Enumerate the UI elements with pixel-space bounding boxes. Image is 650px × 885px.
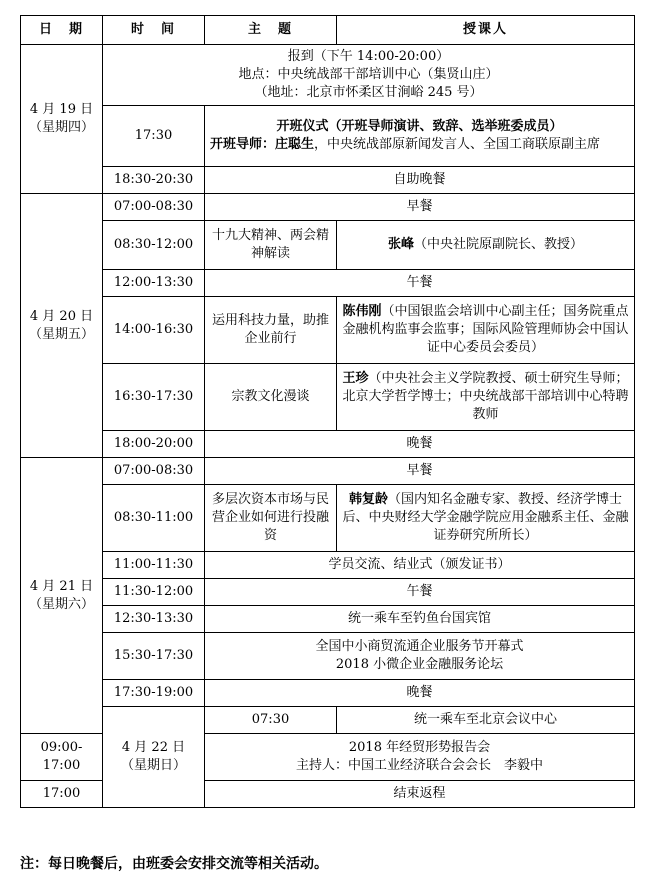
time-cell: 17:30-19:00 <box>103 680 205 707</box>
header-topic: 主 题 <box>205 16 337 45</box>
teacher-desc: （中央社会主义学院教授、硕士研究生导师；北京大学哲学博士；中央统战部干部培训中心特聘教师 <box>342 371 629 422</box>
activity-line: 主持人：中国工业经济联合会会长 李毅中 <box>295 758 543 773</box>
time-cell: 15:30-17:30 <box>103 633 205 680</box>
teacher-desc: （中央社院原副院长、教授） <box>414 237 584 252</box>
time-cell: 12:30-13:30 <box>103 606 205 633</box>
table-row <box>21 364 635 431</box>
date-label: 4 月 20 日 <box>29 308 94 324</box>
teacher-desc: （国内知名金融专家、教授、经济学博士后、中央财经大学金融学院应用金融系主任、金融证券研究所所长） <box>342 492 629 543</box>
table-row <box>21 297 635 364</box>
activity-line: 2018 小微企业金融服务论坛 <box>335 657 504 672</box>
time-cell: 18:30-20:30 <box>103 167 205 194</box>
table-row <box>21 270 635 297</box>
opening-mentor-name: 开班导师：庄聪生 <box>210 137 315 152</box>
time-cell: 16:30-17:30 <box>103 364 205 431</box>
weekday-label: （星期六） <box>28 596 94 612</box>
time-cell: 07:00-08:30 <box>103 194 205 221</box>
time-cell: 07:30 <box>205 707 337 734</box>
header-time: 时 间 <box>103 16 205 45</box>
table-row <box>21 707 635 734</box>
activity-cell <box>205 734 635 781</box>
opening-title: 开班仪式（开班导师演讲、致辞、选举班委成员） <box>276 119 563 134</box>
topic-cell: 宗教文化漫谈 <box>205 364 337 431</box>
activity-line: 2018 年经贸形势报告会 <box>348 740 491 755</box>
table-row <box>21 579 635 606</box>
time-cell: 11:00-11:30 <box>103 552 205 579</box>
checkin-cell <box>103 45 635 106</box>
table-row <box>21 45 635 106</box>
activity-cell: 统一乘车至钓鱼台国宾馆 <box>205 606 635 633</box>
date-label: 4 月 21 日 <box>29 578 94 594</box>
header-teacher: 授课人 <box>337 16 635 45</box>
table-row <box>21 606 635 633</box>
teacher-desc: （中国银监会培训中心副主任；国务院重点金融机构监事会监事；国际风险管理师协会中国认证中心委员会委员） <box>342 304 629 355</box>
checkin-time: 报到（下午 14:00-20:00） <box>287 49 450 64</box>
time-cell: 08:30-11:00 <box>103 485 205 552</box>
teacher-cell <box>337 485 635 552</box>
schedule-table <box>20 15 635 808</box>
time-cell: 17:30 <box>103 106 205 167</box>
date-cell-apr19 <box>21 45 103 194</box>
header-row <box>21 16 635 45</box>
date-cell-apr22 <box>103 707 205 808</box>
teacher-cell <box>337 221 635 270</box>
teacher-name: 王珍 <box>342 371 369 386</box>
date-cell-apr20 <box>21 194 103 458</box>
activity-cell: 早餐 <box>205 458 635 485</box>
topic-cell: 多层次资本市场与民营企业如何进行投融资 <box>205 485 337 552</box>
activity-cell: 午餐 <box>205 579 635 606</box>
table-row <box>21 221 635 270</box>
activity-line: 全国中小商贸流通企业服务节开幕式 <box>315 639 524 654</box>
checkin-address: （地址：北京市怀柔区甘涧峪 245 号） <box>254 85 483 100</box>
time-cell: 14:00-16:30 <box>103 297 205 364</box>
time-cell: 12:00-13:30 <box>103 270 205 297</box>
topic-cell: 运用科技力量，助推企业前行 <box>205 297 337 364</box>
activity-cell: 统一乘车至北京会议中心 <box>337 707 635 734</box>
header-date: 日 期 <box>21 16 103 45</box>
opening-ceremony-cell <box>205 106 635 167</box>
weekday-label: （星期四） <box>28 120 94 135</box>
table-row <box>21 106 635 167</box>
table-row <box>21 633 635 680</box>
table-row <box>21 552 635 579</box>
teacher-name: 陈伟刚 <box>342 304 382 319</box>
topic-cell: 十九大精神、两会精神解读 <box>205 221 337 270</box>
opening-mentor-desc: ，中央统战部原新闻发言人、全国工商联原副主席 <box>314 137 601 152</box>
activity-cell: 晚餐 <box>205 431 635 458</box>
checkin-location: 地点：中央统战部干部培训中心（集贤山庄） <box>238 67 499 82</box>
date-label: 4 月 22 日 <box>121 740 186 755</box>
weekday-label: （星期五） <box>28 326 94 342</box>
activity-cell: 晚餐 <box>205 680 635 707</box>
table-row <box>21 485 635 552</box>
activity-cell: 早餐 <box>205 194 635 221</box>
activity-cell: 结束返程 <box>205 781 635 808</box>
time-cell: 11:30-12:00 <box>103 579 205 606</box>
teacher-name: 张峰 <box>387 237 414 252</box>
table-row <box>21 167 635 194</box>
time-cell: 09:00-17:00 <box>21 734 103 781</box>
teacher-cell <box>337 364 635 431</box>
table-row <box>21 431 635 458</box>
table-row <box>21 680 635 707</box>
weekday-label: （星期日） <box>120 758 186 773</box>
activity-cell: 学员交流、结业式（颁发证书） <box>205 552 635 579</box>
teacher-name: 韩复龄 <box>348 492 388 507</box>
time-cell: 08:30-12:00 <box>103 221 205 270</box>
time-cell: 18:00-20:00 <box>103 431 205 458</box>
time-cell: 07:00-08:30 <box>103 458 205 485</box>
date-cell-apr21 <box>21 458 103 734</box>
table-row <box>21 194 635 221</box>
activity-cell: 午餐 <box>205 270 635 297</box>
table-row <box>21 458 635 485</box>
activity-cell <box>205 633 635 680</box>
activity-cell: 自助晚餐 <box>205 167 635 194</box>
footnote: 注：每日晚餐后，由班委会安排交流等相关活动。 <box>20 856 328 872</box>
teacher-cell <box>337 297 635 364</box>
time-cell: 17:00 <box>21 781 103 808</box>
date-label: 4 月 19 日 <box>29 102 94 117</box>
